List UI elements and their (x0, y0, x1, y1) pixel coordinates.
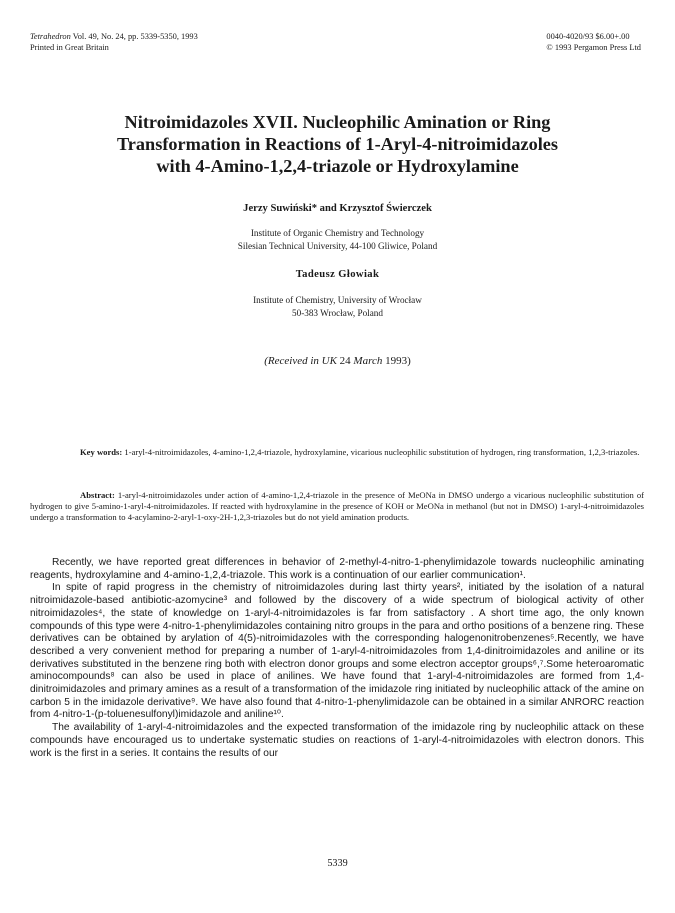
journal-name: Tetrahedron (30, 32, 71, 41)
body-paragraph-2: In spite of rapid progress in the chemistry of nitroimidazoles during last thirty years², initiated by the isolation of a natural nitroimidazole-based antibiotic-azomycine³ and followed by the discovery of a wide spectrum of biological activity of other nitroimidazoles⁴, the state of knowledge on 1-aryl-4-nitroimidazoles is far from satisfactory . A short time ago, the only known compounds of this type were 4-nitro-1-phenylimidazoles containing nitro groups in the para and ortho positions of a benzene ring. These derivatives can be obtained by arylation of 4(5)-nitroimidazoles with the corresponding halogenonitrobenzenes⁵.Recently, we have described a very convenient method for preparing a number of 1-aryl-4-nitroimidazoles from 1,4-dinitroimidazoles and aniline or its derivatives substituted in the benzene ring both with electron donor groups and some electron acceptor groups⁶,⁷.Some heteroaromatic aminocompounds⁸ can also be used in place of anilines. We have found that 1-aryl-4-nitroimidazoles are formed from 1,4-dinitroimidazoles and primary amines as a result of a transformation of the imidazole ring initiated by nucleophilic attack of the amine on carbon 5 in the imidazole derivative⁹. We have also found that 4-nitro-1-phenylimidazole can be obtained in a similar ANRORC reaction from 4-nitro-1-(p-toluenesulfonyl)imidazole and aniline¹⁰. (30, 582, 644, 721)
copyright: © 1993 Pergamon Press Ltd (546, 43, 641, 52)
title-line-1: Nitroimidazoles XVII. Nucleophilic Amination or Ring (124, 112, 551, 132)
keywords (30, 447, 644, 458)
affiliation-1-line-2: Silesian Technical University, 44-100 Gliwice, Poland (237, 240, 438, 251)
keywords-label: Key words: (80, 447, 123, 457)
page-number: 5339 (327, 858, 348, 869)
citation: Vol. 49, No. 24, pp. 5339-5350, 1993 (72, 32, 198, 41)
affiliation-1 (0, 227, 675, 252)
abstract (30, 490, 644, 524)
received-day: 24 (339, 355, 351, 367)
affiliation-2-line-1: Institute of Chemistry, University of Wrocław (253, 295, 422, 305)
body-paragraph-1: Recently, we have reported great differences in behavior of 2-methyl-4-nitro-1-phenylimidazole towards nucleophilic aminating reagents, hydroxylamine and 4-amino-1,2,4-triazole. This work is a continuation of our earlier communication¹. (30, 557, 644, 581)
abstract-text: 1-aryl-4-nitroimidazoles under action of 4-amino-1,2,4-triazole in the presence of MeONa in DMSO undergo a vicarious nucleophilic substitution of hydrogen to give 5-amino-1-aryl-4-nitroimidazoles. If reacted with hydroxylamine in the presence of KOH or MeONa in methanol (but not in DMSO) 1-aryl-4-nitroimidazoles undergo a transformation to 4-acylamino-2-aryl-1-oxy-2H-1,2,3-triazoles but do not yield amination products. (30, 490, 644, 523)
printed-in: Printed in Great Britain (30, 43, 109, 52)
issn-price: 0040-4020/93 $6.00+.00 (546, 32, 630, 41)
running-header-right (546, 31, 641, 53)
authors-secondary: Tadeusz Głowiak (295, 269, 380, 280)
affiliation-2 (0, 294, 675, 319)
abstract-label: Abstract: (80, 490, 115, 500)
title-line-3: with 4-Amino-1,2,4-triazole or Hydroxylamine (156, 156, 519, 176)
body-paragraph-3: The availability of 1-aryl-4-nitroimidazoles and the expected transformation of the imidazole ring by nucleophilic attack on these compounds have encouraged us to undertake systematic studies on reactions of 1-aryl-4-nitroimidazoles with electron donors. This work is the first in a series. It contains the results of our (30, 722, 644, 759)
authors-primary: Jerzy Suwiński* and Krzysztof Świerczek (243, 203, 432, 214)
article-title (40, 111, 635, 177)
received-month: March (353, 355, 383, 367)
keywords-text: 1-aryl-4-nitroimidazoles, 4-amino-1,2,4-triazole, hydroxylamine, vicarious nucleophilic substitution of hydrogen, ring transformation, 1,2,3-triazoles. (124, 447, 640, 457)
affiliation-1-line-1: Institute of Organic Chemistry and Technology (250, 228, 425, 238)
received-prefix: (Received in UK (264, 355, 337, 367)
affiliation-2-line-2: 50-383 Wrocław, Poland (292, 307, 383, 318)
received-year: 1993) (385, 355, 411, 367)
body-text (30, 557, 644, 760)
running-header-left (30, 31, 198, 53)
title-line-2: Transformation in Reactions of 1-Aryl-4-nitroimidazoles (116, 134, 559, 154)
received-date (0, 355, 675, 367)
